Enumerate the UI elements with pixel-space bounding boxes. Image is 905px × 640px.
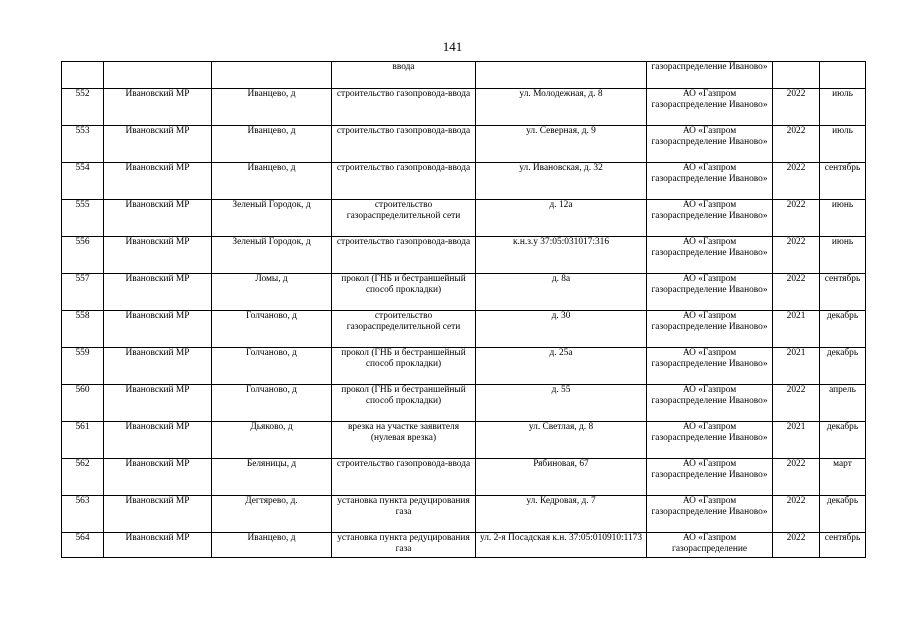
gasification-table <box>61 61 866 558</box>
cell-settlement: Голчаново, д <box>212 385 332 422</box>
table-row <box>62 89 866 126</box>
cell-number: 558 <box>62 311 104 348</box>
cell-number: 562 <box>62 459 104 496</box>
table-row <box>62 422 866 459</box>
cell-work-type: строительство газопровода-ввода <box>332 163 476 200</box>
cell-district: Ивановский МР <box>104 311 212 348</box>
cell-district: Ивановский МР <box>104 533 212 558</box>
cell-district <box>104 62 212 89</box>
cell-year: 2021 <box>773 422 820 459</box>
cell-organization: АО «Газпром газораспределение Иваново» <box>647 385 773 422</box>
cell-settlement: Иванцево, д <box>212 126 332 163</box>
cell-district: Ивановский МР <box>104 274 212 311</box>
cell-work-type: прокол (ГНБ и бестраншейный способ прокладки) <box>332 385 476 422</box>
cell-work-type: строительство газопровода-ввода <box>332 126 476 163</box>
table-row <box>62 311 866 348</box>
cell-address: д. 30 <box>476 311 647 348</box>
cell-year: 2022 <box>773 126 820 163</box>
cell-number: 560 <box>62 385 104 422</box>
cell-address: ул. Кедровая, д. 7 <box>476 496 647 533</box>
table-row <box>62 459 866 496</box>
cell-number: 564 <box>62 533 104 558</box>
table-row <box>62 348 866 385</box>
table-row <box>62 237 866 274</box>
cell-month: июль <box>820 89 866 126</box>
cell-month: июль <box>820 126 866 163</box>
cell-organization: АО «Газпром газораспределение Иваново» <box>647 348 773 385</box>
cell-number: 553 <box>62 126 104 163</box>
table-row <box>62 126 866 163</box>
cell-year: 2022 <box>773 385 820 422</box>
cell-month: июнь <box>820 200 866 237</box>
cell-address: к.н.з.у 37:05:031017:316 <box>476 237 647 274</box>
cell-year: 2022 <box>773 533 820 558</box>
cell-number: 556 <box>62 237 104 274</box>
cell-settlement: Зеленый Городок, д <box>212 237 332 274</box>
cell-address: д. 8а <box>476 274 647 311</box>
cell-work-type: установка пункта редуцирования газа <box>332 496 476 533</box>
cell-work-type: строительство газопровода-ввода <box>332 459 476 496</box>
cell-organization: АО «Газпром газораспределение Иваново» <box>647 422 773 459</box>
cell-year: 2022 <box>773 459 820 496</box>
cell-settlement: Беляницы, д <box>212 459 332 496</box>
table-row <box>62 533 866 558</box>
table-row <box>62 200 866 237</box>
cell-address: ул. Северная, д. 9 <box>476 126 647 163</box>
cell-address <box>476 62 647 89</box>
cell-address: ул. Ивановская, д. 32 <box>476 163 647 200</box>
cell-settlement: Зеленый Городок, д <box>212 200 332 237</box>
cell-number: 555 <box>62 200 104 237</box>
cell-district: Ивановский МР <box>104 422 212 459</box>
cell-number: 561 <box>62 422 104 459</box>
cell-year: 2022 <box>773 200 820 237</box>
cell-settlement: Иванцево, д <box>212 89 332 126</box>
table-row <box>62 274 866 311</box>
cell-district: Ивановский МР <box>104 496 212 533</box>
cell-work-type: ввода <box>332 62 476 89</box>
cell-month: апрель <box>820 385 866 422</box>
cell-organization: АО «Газпром газораспределение <box>647 533 773 558</box>
cell-month: сентябрь <box>820 163 866 200</box>
cell-month: декабрь <box>820 422 866 459</box>
cell-district: Ивановский МР <box>104 163 212 200</box>
cell-month: март <box>820 459 866 496</box>
cell-district: Ивановский МР <box>104 348 212 385</box>
cell-number: 552 <box>62 89 104 126</box>
cell-number: 554 <box>62 163 104 200</box>
cell-year: 2022 <box>773 163 820 200</box>
table-row <box>62 163 866 200</box>
cell-year: 2022 <box>773 237 820 274</box>
cell-month: декабрь <box>820 348 866 385</box>
cell-settlement: Дегтярево, д. <box>212 496 332 533</box>
cell-organization: АО «Газпром газораспределение Иваново» <box>647 89 773 126</box>
cell-number: 559 <box>62 348 104 385</box>
cell-year: 2022 <box>773 496 820 533</box>
cell-work-type: прокол (ГНБ и бестраншейный способ прокладки) <box>332 274 476 311</box>
cell-year <box>773 62 820 89</box>
cell-address: ул. Светлая, д. 8 <box>476 422 647 459</box>
cell-year: 2021 <box>773 348 820 385</box>
cell-organization: АО «Газпром газораспределение Иваново» <box>647 459 773 496</box>
cell-month <box>820 62 866 89</box>
cell-district: Ивановский МР <box>104 459 212 496</box>
cell-work-type: строительство газопровода-ввода <box>332 237 476 274</box>
table-row <box>62 62 866 89</box>
cell-month: июнь <box>820 237 866 274</box>
cell-district: Ивановский МР <box>104 126 212 163</box>
cell-district: Ивановский МР <box>104 89 212 126</box>
cell-year: 2022 <box>773 274 820 311</box>
cell-year: 2021 <box>773 311 820 348</box>
cell-month: сентябрь <box>820 533 866 558</box>
cell-settlement: Голчаново, д <box>212 348 332 385</box>
cell-work-type: прокол (ГНБ и бестраншейный способ прокладки) <box>332 348 476 385</box>
cell-organization: АО «Газпром газораспределение Иваново» <box>647 496 773 533</box>
cell-settlement <box>212 62 332 89</box>
table-body <box>62 62 866 558</box>
cell-work-type: врезка на участке заявителя (нулевая врезка) <box>332 422 476 459</box>
cell-number: 563 <box>62 496 104 533</box>
cell-organization: АО «Газпром газораспределение Иваново» <box>647 200 773 237</box>
cell-organization: АО «Газпром газораспределение Иваново» <box>647 237 773 274</box>
cell-work-type: строительство газораспределительной сети <box>332 200 476 237</box>
cell-work-type: установка пункта редуцирования газа <box>332 533 476 558</box>
cell-address: ул. 2-я Посадская к.н. 37:05:010910:1173 <box>476 533 647 558</box>
page-number: 141 <box>442 39 463 54</box>
cell-organization: АО «Газпром газораспределение Иваново» <box>647 163 773 200</box>
table-row <box>62 385 866 422</box>
cell-work-type: строительство газопровода-ввода <box>332 89 476 126</box>
cell-settlement: Голчаново, д <box>212 311 332 348</box>
cell-year: 2022 <box>773 89 820 126</box>
cell-number <box>62 62 104 89</box>
cell-settlement: Ломы, д <box>212 274 332 311</box>
cell-address: д. 55 <box>476 385 647 422</box>
table-row <box>62 496 866 533</box>
cell-address: д. 25а <box>476 348 647 385</box>
cell-address: д. 12а <box>476 200 647 237</box>
cell-district: Ивановский МР <box>104 237 212 274</box>
cell-organization: газораспределение Иваново» <box>647 62 773 89</box>
cell-month: декабрь <box>820 311 866 348</box>
cell-month: декабрь <box>820 496 866 533</box>
cell-settlement: Дьяково, д <box>212 422 332 459</box>
cell-organization: АО «Газпром газораспределение Иваново» <box>647 311 773 348</box>
cell-number: 557 <box>62 274 104 311</box>
cell-month: сентябрь <box>820 274 866 311</box>
cell-organization: АО «Газпром газораспределение Иваново» <box>647 274 773 311</box>
cell-settlement: Иванцево, д <box>212 533 332 558</box>
cell-district: Ивановский МР <box>104 385 212 422</box>
cell-settlement: Иванцево, д <box>212 163 332 200</box>
cell-work-type: строительство газораспределительной сети <box>332 311 476 348</box>
cell-address: Рябиновая, 67 <box>476 459 647 496</box>
cell-district: Ивановский МР <box>104 200 212 237</box>
cell-organization: АО «Газпром газораспределение Иваново» <box>647 126 773 163</box>
cell-address: ул. Молодежная, д. 8 <box>476 89 647 126</box>
